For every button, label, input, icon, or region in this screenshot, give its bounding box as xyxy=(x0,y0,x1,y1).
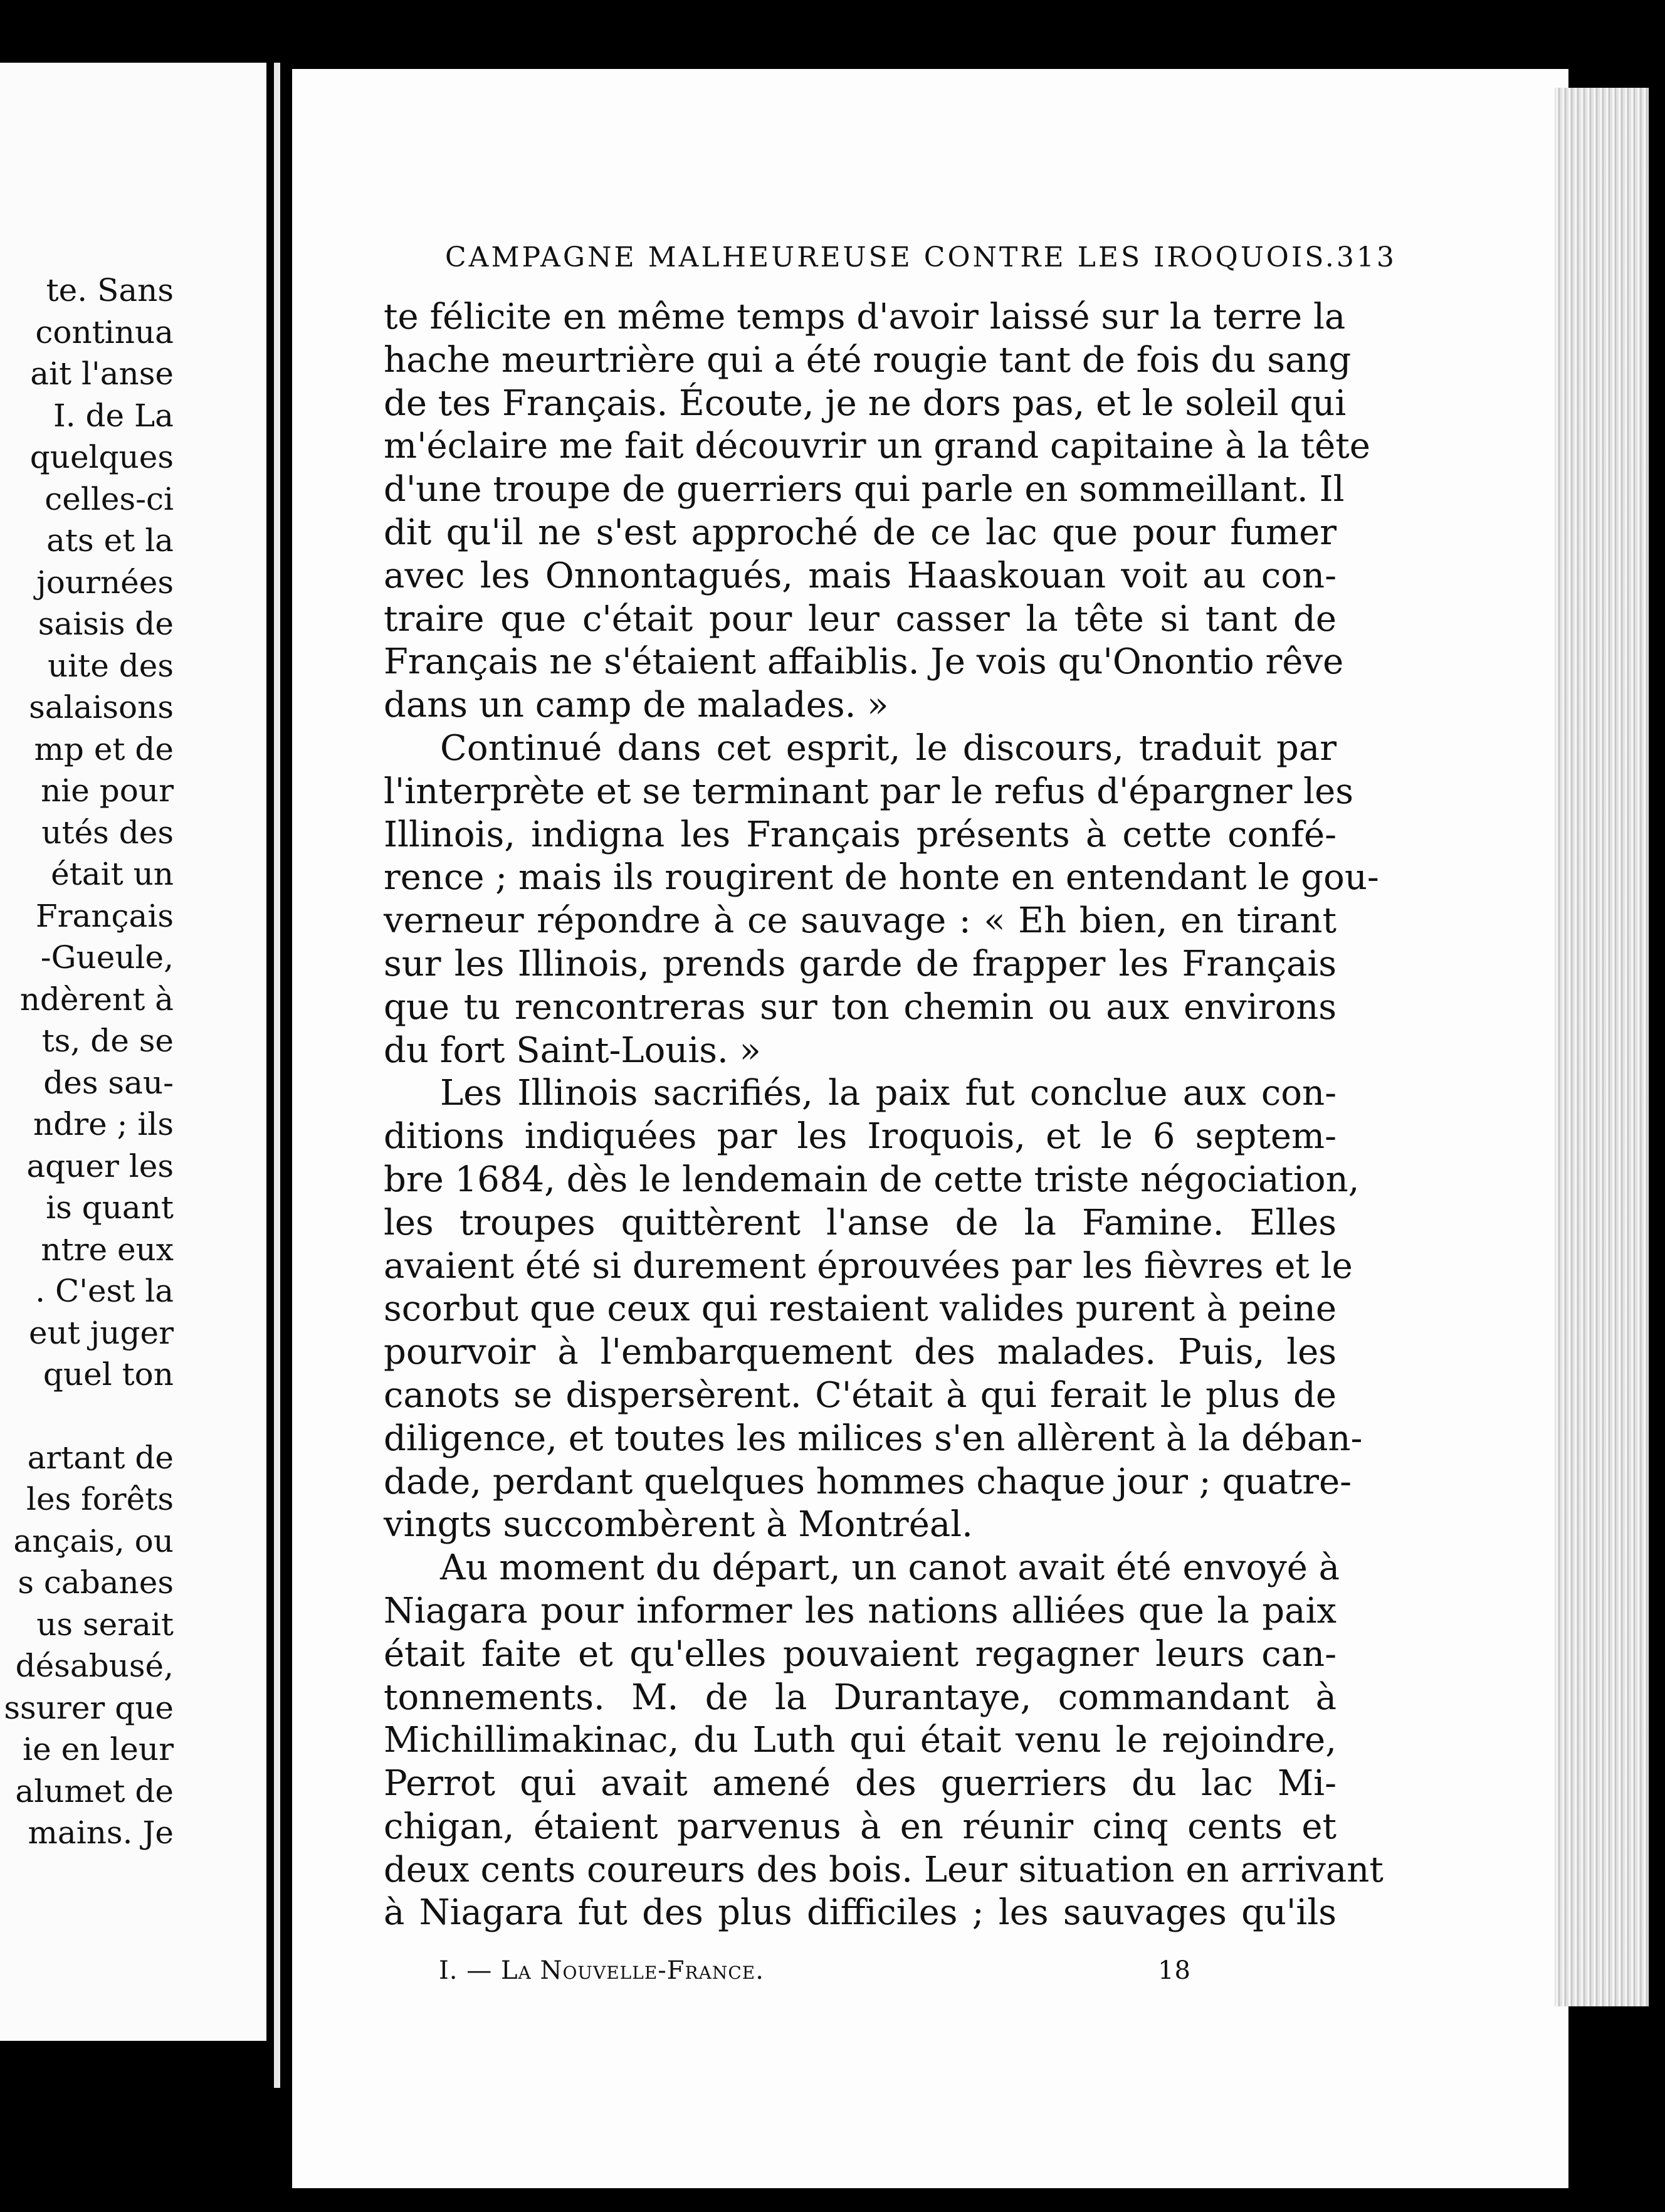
previous-page-line: nie pour xyxy=(41,772,174,809)
previous-page-line: ie en leur xyxy=(23,1731,174,1767)
text-line: vingts succombèrent à Montréal. xyxy=(384,1504,973,1546)
previous-page-text xyxy=(4,270,174,1854)
text-line: Niagara pour informer les nations alliées que la paix xyxy=(384,1590,1337,1631)
previous-page-line: is quant xyxy=(46,1189,174,1226)
previous-page-line: aquer les xyxy=(26,1147,174,1184)
text-line: traire que c'était pour leur casser la tête si tant de xyxy=(384,598,1337,640)
text-line: avec les Onnontagués, mais Haaskouan voit au con- xyxy=(384,555,1337,596)
text-line: scorbut que ceux qui restaient valides purent à peine xyxy=(384,1288,1337,1330)
previous-page-line: ntre eux xyxy=(41,1231,174,1268)
text-line: sur les Illinois, prends garde de frapper les Français xyxy=(384,943,1337,984)
text-line: chigan, étaient parvenus à en réunir cinq cents et xyxy=(384,1806,1337,1847)
previous-page-line: saisis de xyxy=(38,606,174,642)
text-line: dit qu'il ne s'est approché de ce lac que pour fumer xyxy=(384,512,1337,553)
text-line: Au moment du départ, un canot avait été envoyé à xyxy=(440,1547,1340,1589)
previous-page-line: . C'est la xyxy=(35,1273,174,1309)
text-line: canots se dispersèrent. C'était à qui ferait le plus de xyxy=(384,1374,1337,1416)
previous-page-line: Français xyxy=(35,897,174,934)
page-footer xyxy=(439,1956,1191,1985)
text-line: m'éclaire me fait découvrir un grand capitaine à la tête xyxy=(384,426,1370,467)
text-line: Continué dans cet esprit, le discours, traduit par xyxy=(440,727,1337,769)
previous-page-line: continua xyxy=(35,313,174,350)
previous-page-line: ait l'anse xyxy=(30,356,174,392)
text-line: verneur répondre à ce sauvage : « Eh bien, en tirant xyxy=(384,900,1337,942)
previous-page xyxy=(0,63,266,2041)
previous-page-line: ats et la xyxy=(46,522,174,559)
page-number: 313 xyxy=(1336,241,1397,273)
previous-page-line: quelques xyxy=(29,439,174,475)
text-line: dans un camp de malades. » xyxy=(384,685,889,726)
previous-page-line: te. Sans xyxy=(46,272,174,308)
text-line: d'une troupe de guerriers qui parle en sommeillant. Il xyxy=(384,469,1345,510)
page-edges xyxy=(1555,88,1649,2006)
previous-page-line: celles-ci xyxy=(45,480,174,517)
text-line: Michillimakinac, du Luth qui était venu le rejoindre, xyxy=(384,1720,1337,1761)
running-header xyxy=(445,241,1397,273)
text-line: Perrot qui avait amené des guerriers du lac Mi- xyxy=(384,1763,1337,1804)
previous-page-line: des sau- xyxy=(43,1064,174,1101)
text-line: l'interprète et se terminant par le refus d'épargner les xyxy=(384,771,1353,812)
previous-page-line: ançais, ou xyxy=(13,1522,174,1559)
text-line: à Niagara fut des plus difficiles ; les sauvages qu'ils xyxy=(384,1892,1337,1934)
previous-page-line: s cabanes xyxy=(18,1564,174,1601)
page-body-text xyxy=(384,296,1384,1935)
previous-page-line: était un xyxy=(51,856,174,892)
text-line: de tes Français. Écoute, je ne dors pas, et le soleil qui xyxy=(384,382,1347,424)
text-line: les troupes quittèrent l'anse de la Famine. Elles xyxy=(384,1202,1337,1243)
previous-page-line: salaisons xyxy=(29,689,174,725)
previous-page-line: us serait xyxy=(36,1606,174,1643)
sheet-number: 18 xyxy=(1158,1956,1191,1985)
text-line: diligence, et toutes les milices s'en allèrent à la déban- xyxy=(384,1418,1363,1459)
previous-page-line: quel ton xyxy=(43,1356,174,1393)
previous-page-line: eut juger xyxy=(29,1314,174,1351)
text-line: tonnements. M. de la Durantaye, commandant à xyxy=(384,1677,1337,1718)
text-line: du fort Saint-Louis. » xyxy=(384,1030,761,1071)
text-line: Français ne s'étaient affaiblis. Je vois qu'Onontio rêve xyxy=(384,641,1344,683)
previous-page-line: mains. Je xyxy=(28,1814,174,1851)
previous-page-line: ndre ; ils xyxy=(33,1106,174,1142)
previous-page-line: utés des xyxy=(41,814,174,851)
previous-page-line: artant de xyxy=(27,1439,174,1476)
signature-mark: I. — La Nouvelle-France. xyxy=(439,1956,764,1985)
text-line: rence ; mais ils rougirent de honte en entendant le gou- xyxy=(384,857,1379,898)
previous-page-line: ssurer que xyxy=(4,1689,174,1726)
previous-page-line: -Gueule, xyxy=(40,939,174,976)
text-line: hache meurtrière qui a été rougie tant de fois du sang xyxy=(384,339,1352,381)
previous-page-line: ts, de se xyxy=(41,1023,174,1059)
text-line: était faite et qu'elles pouvaient regagner leurs can- xyxy=(384,1633,1337,1675)
text-line: pourvoir à l'embarquement des malades. Puis, les xyxy=(384,1332,1337,1373)
text-line: avaient été si durement éprouvées par les fièvres et le xyxy=(384,1245,1353,1287)
previous-page-line: mp et de xyxy=(34,730,174,767)
running-title: CAMPAGNE MALHEUREUSE CONTRE LES IROQUOIS. xyxy=(445,241,1337,273)
previous-page-line xyxy=(4,1396,174,1437)
previous-page-line: désabusé, xyxy=(15,1648,174,1684)
text-line: ditions indiquées par les Iroquois, et le 6 septem- xyxy=(384,1116,1337,1157)
text-line: te félicite en même temps d'avoir laissé sur la terre la xyxy=(384,297,1346,337)
text-line: deux cents coureurs des bois. Leur situation en arrivant xyxy=(384,1849,1384,1890)
previous-page-line: les forêts xyxy=(26,1481,174,1517)
text-line: dade, perdant quelques hommes chaque jour ; quatre- xyxy=(384,1461,1352,1502)
book-gutter xyxy=(274,63,280,2088)
text-line: que tu rencontreras sur ton chemin ou aux environs xyxy=(384,986,1337,1028)
text-line: Les Illinois sacrifiés, la paix fut conclue aux con- xyxy=(440,1073,1337,1114)
previous-page-line: uite des xyxy=(47,647,174,684)
previous-page-line: alumet de xyxy=(15,1772,174,1809)
text-line: Illinois, indigna les Français présents à cette confé- xyxy=(384,814,1337,855)
previous-page-line: I. de La xyxy=(53,397,174,434)
previous-page-line: ndèrent à xyxy=(19,981,174,1018)
text-line: bre 1684, dès le lendemain de cette triste négociation, xyxy=(384,1159,1360,1200)
previous-page-line: journées xyxy=(36,564,174,601)
